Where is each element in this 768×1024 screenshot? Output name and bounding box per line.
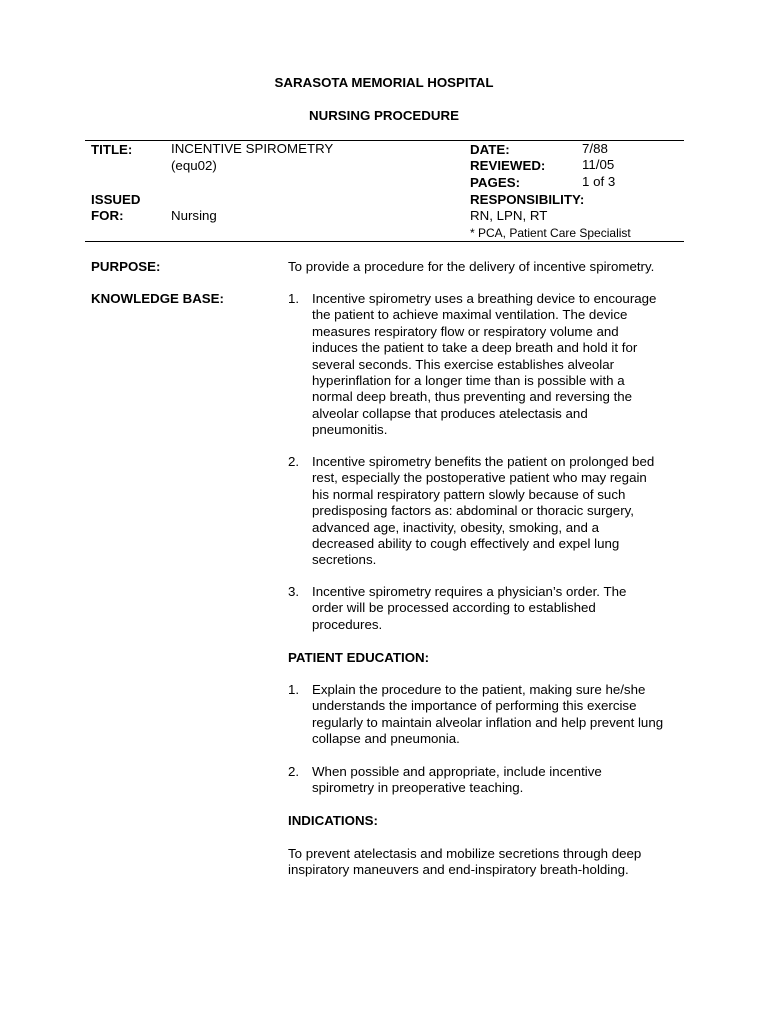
pages-label: PAGES:: [470, 175, 520, 190]
text-line: understands the importance of performing this exercise: [312, 698, 637, 714]
issued-label: ISSUED: [91, 192, 141, 207]
indications-text: [288, 846, 641, 879]
text-line: inspiratory maneuvers and end-inspiratory breath-holding.: [288, 862, 629, 878]
text-line: procedures.: [312, 616, 383, 632]
reviewed-label: REVIEWED:: [470, 158, 546, 173]
purpose-text: To provide a procedure for the delivery of incentive spirometry.: [288, 259, 655, 274]
for-label: FOR:: [91, 208, 124, 223]
text-line: advanced age, inactivity, obesity, smoking, and a: [312, 519, 600, 535]
responsibility-value: RN, LPN, RT: [470, 208, 548, 223]
title-code: (equ02): [171, 158, 217, 173]
text-line: Incentive spirometry benefits the patient on prolonged bed: [312, 454, 655, 469]
text-line: his normal respiratory pattern slowly because of such: [312, 486, 626, 502]
text-line: rest, especially the postoperative patient who may regain: [312, 470, 647, 486]
reviewed-value: 11/05: [582, 157, 615, 172]
hospital-name: SARASOTA MEMORIAL HOSPITAL: [274, 75, 494, 90]
issued-value: Nursing: [171, 208, 217, 223]
date-label: DATE:: [470, 142, 510, 157]
title-label: TITLE:: [91, 142, 133, 157]
text-line: regularly to maintain alveolar inflation and help prevent lung: [312, 714, 664, 730]
date-value: 7/88: [582, 141, 608, 156]
item-number: 2.: [288, 454, 300, 469]
bottom-rule: [85, 241, 684, 242]
title-value: INCENTIVE SPIROMETRY: [171, 141, 334, 156]
text-line: alveolar collapse that produces atelectasis and: [312, 405, 588, 421]
item-number: 1.: [288, 682, 300, 697]
text-line: predisposing factors as: abdominal or thoracic surgery,: [312, 503, 634, 519]
text-line: Incentive spirometry uses a breathing device to encourage: [312, 291, 657, 306]
text-line: decreased ability to cough effectively and expel lung: [312, 536, 620, 552]
text-line: hyperinflation for a longer time than is possible with a: [312, 373, 625, 389]
purpose-label: PURPOSE:: [91, 259, 161, 274]
text-line: spirometry in preoperative teaching.: [312, 780, 524, 796]
item-number: 1.: [288, 291, 300, 306]
indications-heading: INDICATIONS:: [288, 813, 378, 828]
text-line: secretions.: [312, 552, 377, 568]
text-line: collapse and pneumonia.: [312, 731, 460, 747]
text-line: pneumonitis.: [312, 422, 388, 438]
text-line: Incentive spirometry requires a physician’s order. The: [312, 584, 627, 599]
knowledge-base-label: KNOWLEDGE BASE:: [91, 291, 224, 306]
document-type: NURSING PROCEDURE: [309, 108, 459, 123]
text-line: induces the patient to take a deep breath and hold it for: [312, 340, 638, 356]
responsibility-label: RESPONSIBILITY:: [470, 192, 585, 207]
pages-value: 1 of 3: [582, 174, 616, 189]
responsibility-note: * PCA, Patient Care Specialist: [470, 226, 631, 240]
text-line: normal deep breath, thus preventing and reversing the: [312, 389, 633, 405]
patient-education-heading: PATIENT EDUCATION:: [288, 650, 430, 665]
text-line: measures respiratory flow or respiratory volume and: [312, 323, 619, 339]
item-number: 2.: [288, 764, 300, 779]
text-line: several seconds. This exercise establishes alveolar: [312, 356, 615, 372]
text-line: the patient to achieve maximal ventilation. The device: [312, 307, 628, 323]
text-line: Explain the procedure to the patient, making sure he/she: [312, 682, 646, 697]
item-number: 3.: [288, 584, 300, 599]
text-line: order will be processed according to established: [312, 600, 596, 616]
text-line: When possible and appropriate, include incentive: [312, 764, 602, 779]
text-line: To prevent atelectasis and mobilize secretions through deep: [288, 846, 642, 861]
